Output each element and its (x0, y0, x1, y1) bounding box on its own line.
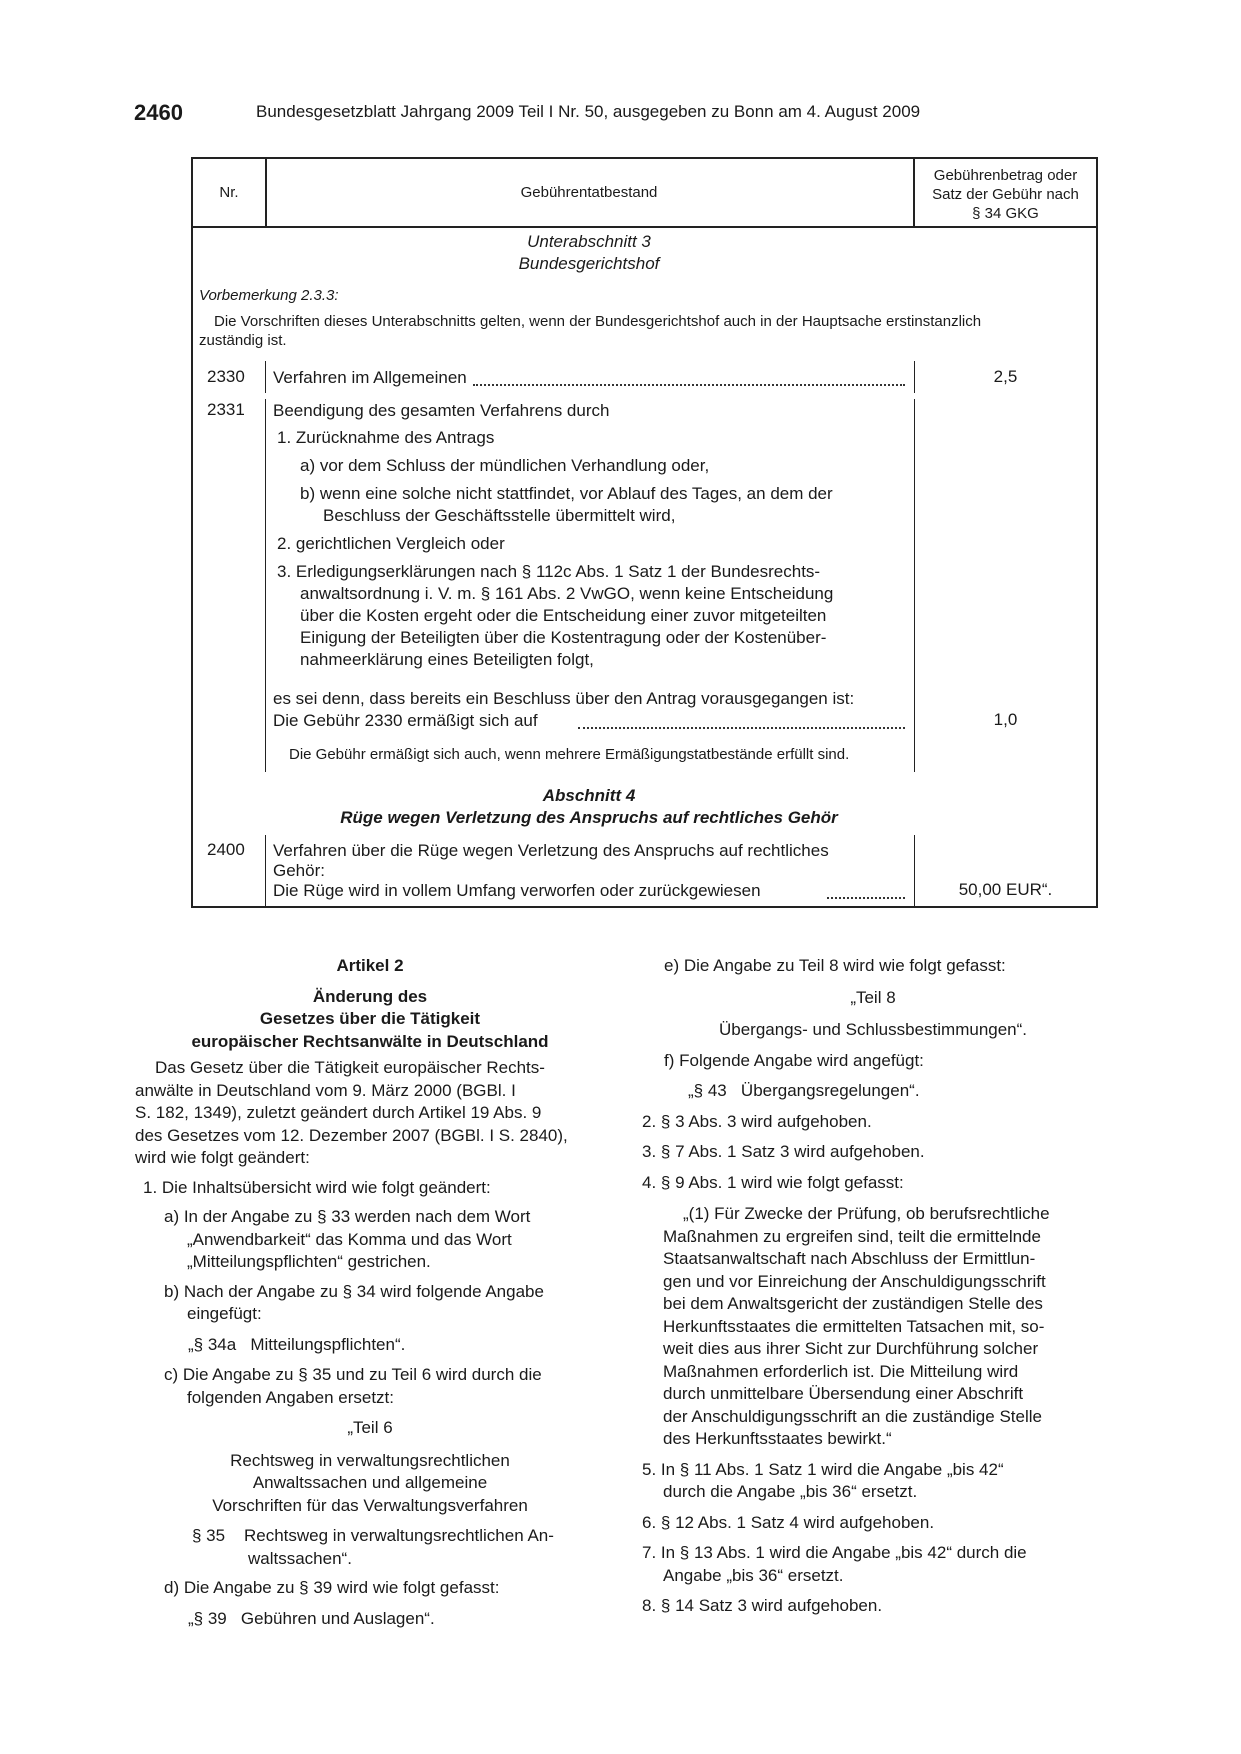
fee-table (191, 157, 1098, 908)
right-teil-8: „Teil 8 (850, 987, 896, 1007)
right-item-1e: e) Die Angabe zu Teil 8 wird wie folgt gefasst: (664, 956, 1006, 975)
left-par-35: § 35 Rechtsweg in verwaltungsrechtlichen An- waltssachen“. (192, 1526, 554, 1568)
left-quote-34a: „§ 34a Mitteilungspflichten“. (188, 1334, 406, 1354)
row-2331-item1: 1. Zurücknahme des Antrags (277, 428, 495, 447)
row-2400-line2: Gehör: (273, 861, 325, 880)
row-2331-intro: Beendigung des gesamten Verfahrens durch (273, 401, 610, 420)
left-teil-6-title: Rechtsweg in verwaltungsrechtlichen Anwaltssachen und allgemeine Vorschriften für das Verwaltungsverfahren (212, 1450, 528, 1515)
left-item-1b: b) Nach der Angabe zu § 34 wird folgende Angabe eingefügt: (164, 1281, 544, 1323)
col-betrag-header: Gebührenbetrag oder Satz der Gebühr nach § 34 GKG (932, 167, 1079, 222)
row-2331-leader (578, 727, 905, 729)
page-number: 2460 (134, 100, 183, 125)
row-2331-closing2: Die Gebühr 2330 ermäßigt sich auf (273, 711, 538, 730)
artikel-heading: Artikel 2 (336, 956, 404, 975)
row-2331-divider-left (265, 399, 266, 772)
running-title: Bundesgesetzblatt Jahrgang 2009 Teil I Nr. 50, ausgegeben zu Bonn am 4. August 2009 (256, 102, 921, 121)
artikel-title: Änderung des Gesetzes über die Tätigkeit europäischer Rechtsanwälte in Deutschland (191, 986, 549, 1051)
row-2400-leader (827, 897, 905, 899)
row-2331-item2: 2. gerichtlichen Vergleich oder (277, 534, 505, 553)
row-2331-closing1: es sei denn, dass bereits ein Beschluss über den Antrag vorausgegangen ist: (273, 689, 855, 708)
left-item-1: 1. Die Inhaltsübersicht wird wie folgt geändert: (143, 1177, 491, 1197)
left-teil-6: „Teil 6 (347, 1418, 393, 1437)
row-2400-value: 50,00 EUR“. (958, 880, 1053, 899)
artikel-intro: Das Gesetz über die Tätigkeit europäischer Rechts- anwälte in Deutschland vom 9. März 2000 (BGBl. I S. 182, 1349), zuletzt geändert durch Artikel 19 Abs. 9 des Gesetzes vom 12. Dezember 2007 (BGBl. I S. 2840), wird wie folgt geändert: (135, 1058, 568, 1167)
right-item-4: 4. § 9 Abs. 1 wird wie folgt gefasst: (642, 1172, 904, 1192)
left-item-1c: c) Die Angabe zu § 35 und zu Teil 6 wird durch die folgenden Angaben ersetzt: (164, 1365, 542, 1407)
unterabschnitt-title: Bundesgerichtshof (518, 254, 660, 273)
row-2330-text: Verfahren im Allgemeinen (273, 368, 467, 387)
right-item-2: 2. § 3 Abs. 3 wird aufgehoben. (642, 1111, 872, 1131)
header-bottom-rule (193, 226, 1096, 228)
row-2400-nr: 2400 (207, 840, 245, 859)
row-2330-value: 2,5 (993, 367, 1018, 386)
row-2331-value: 1,0 (993, 710, 1018, 729)
right-item-6: 6. § 12 Abs. 1 Satz 4 wird aufgehoben. (642, 1512, 935, 1532)
row-2331-item3: 3. Erledigungserklärungen nach § 112c Abs. 1 Satz 1 der Bundesrechts- anwaltsordnung i. V. m. § 161 Abs. 2 VwGO, wenn keine Entscheidung über die Kosten ergeht oder die Entscheidung einer zuvor mitgeteilten Einigung der Beteiligten über die Kostentragung oder der Kostenüber- nahmeerklärung eines Beteiligten folgt, (277, 562, 834, 669)
row-2330-leader (473, 384, 905, 386)
row-2330-nr: 2330 (207, 367, 245, 386)
left-item-1a: a) In der Angabe zu § 33 werden nach dem Wort „Anwendbarkeit“ das Komma und das Wort „Mitteilungspflichten“ gestrichen. (164, 1207, 531, 1271)
vorbemerkung-title: Vorbemerkung 2.3.3: (199, 287, 339, 304)
right-item-1f: f) Folgende Angabe wird angefügt: (664, 1050, 924, 1070)
col-nr-header: Nr. (219, 184, 239, 201)
left-item-1d: d) Die Angabe zu § 39 wird wie folgt gefasst: (164, 1578, 500, 1597)
row-2331-note: Die Gebühr ermäßigt sich auch, wenn mehrere Ermäßigungstatbestände erfüllt sind. (289, 746, 850, 763)
unterabschnitt-label: Unterabschnitt 3 (527, 232, 651, 251)
right-item-7: 7. In § 13 Abs. 1 wird die Angabe „bis 42“ durch die Angabe „bis 36“ ersetzt. (642, 1543, 1027, 1585)
row-2331-item1b: b) wenn eine solche nicht stattfindet, vor Ablauf des Tages, an dem der Beschluss der Geschäftsstelle übermittelt wird, (300, 484, 833, 525)
right-item-8: 8. § 14 Satz 3 wird aufgehoben. (642, 1596, 883, 1615)
row-2400-divider-left (265, 835, 266, 908)
right-quote-9-1: „(1) Für Zwecke der Prüfung, ob berufsrechtliche Maßnahmen zu ergreifen sind, teilt die ermittelnde Staatsanwaltschaft nach Abschluss der Ermittlun- gen und vor Einreichung der Anschuldigungsschrift bei dem Anwaltsgericht der zuständigen Stelle des Herkunftsstaates die ermittelten Tatsachen mit, so- weit dies aus ihrer Sicht zur Durchführung solcher Maßnahmen erforderlich ist. Die Mitteilung wird durch unmittelbare Übersendung einer Abschrift der Anschuldigungsschrift an die zuständige Stelle des Herkunftsstaates bewirkt.“ (663, 1204, 1050, 1448)
vorbemerkung-text: Die Vorschriften dieses Unterabschnitts gelten, wenn der Bundesgerichtshof auch in der Hauptsache erstinstanzlich zuständig ist. (199, 313, 982, 349)
right-column (638, 955, 1108, 1618)
col-bestand-header: Gebührentatbestand (520, 184, 658, 201)
right-item-3: 3. § 7 Abs. 1 Satz 3 wird aufgehoben. (642, 1142, 925, 1161)
row-2400-line3: Die Rüge wird in vollem Umfang verworfen oder zurückgewiesen (273, 881, 761, 900)
left-quote-39: „§ 39 Gebühren und Auslagen“. (188, 1608, 435, 1628)
abschnitt-label: Abschnitt 4 (542, 786, 636, 805)
row-2331-item1a: a) vor dem Schluss der mündlichen Verhandlung oder, (300, 456, 710, 475)
right-quote-43: „§ 43 Übergangsregelungen“. (688, 1081, 920, 1100)
row-2330-divider-left (265, 361, 266, 393)
left-column (135, 955, 605, 1630)
right-item-5: 5. In § 11 Abs. 1 Satz 1 wird die Angabe „bis 42“ durch die Angabe „bis 36“ ersetzt. (642, 1459, 1004, 1501)
right-teil-8-title: Übergangs- und Schlussbestimmungen“. (718, 1020, 1028, 1039)
row-2331-nr: 2331 (207, 400, 245, 419)
row-2400-line1: Verfahren über die Rüge wegen Verletzung des Anspruchs auf rechtliches (273, 841, 829, 860)
abschnitt-title: Rüge wegen Verletzung des Anspruchs auf rechtliches Gehör (340, 808, 838, 827)
